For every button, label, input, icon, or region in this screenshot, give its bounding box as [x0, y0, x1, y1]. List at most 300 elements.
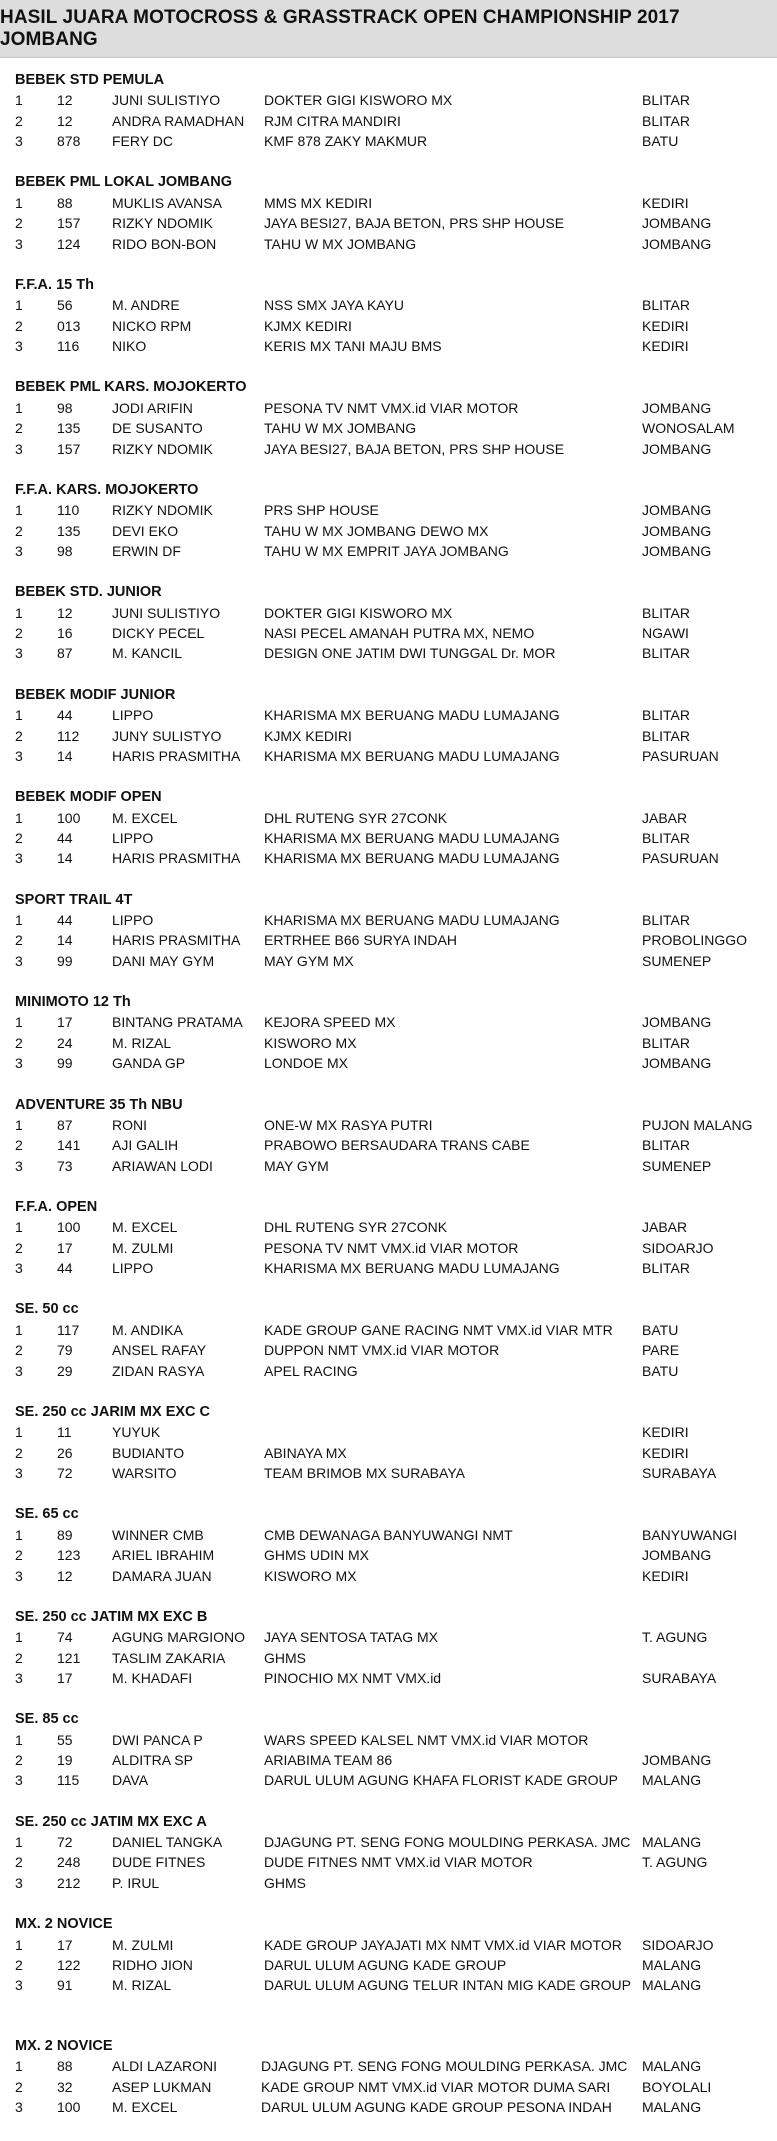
team-name: TEAM BRIMOB MX SURABAYA	[264, 1465, 465, 1482]
category-title: BEBEK MODIF OPEN	[15, 789, 162, 806]
category-title: BEBEK PML KARS. MOJOKERTO	[15, 379, 247, 396]
result-row	[15, 828, 777, 848]
category-title: SE. 50 cc	[15, 1301, 79, 1318]
rider-name: FERY DC	[112, 133, 173, 150]
rider-name: HARIS PRASMITHA	[112, 932, 241, 949]
category-title: MINIMOTO 12 Th	[15, 994, 131, 1011]
rider-city: PUJON MALANG	[642, 1116, 753, 1133]
result-position: 3	[15, 747, 23, 764]
result-position: 1	[15, 502, 23, 519]
team-name: TAHU W MX EMPRIT JAYA JOMBANG	[264, 542, 509, 559]
rider-city: SURABAYA	[642, 1465, 717, 1482]
result-row	[15, 1463, 777, 1483]
team-name: DUDE FITNES NMT VMX.id VIAR MOTOR	[264, 1854, 533, 1871]
rider-city: JOMBANG	[642, 440, 712, 457]
rider-name: M. ANDIKA	[112, 1321, 183, 1338]
rider-number: 11	[57, 1424, 72, 1441]
rider-city: SIDOARJO	[642, 1936, 714, 1953]
category-title: BEBEK PML LOKAL JOMBANG	[15, 174, 232, 191]
team-name: KHARISMA MX BERUANG MADU LUMAJANG	[264, 707, 560, 724]
rider-number: 248	[57, 1854, 81, 1871]
result-position: 1	[15, 92, 23, 109]
result-position: 2	[15, 1547, 23, 1564]
rider-number: 12	[57, 92, 73, 109]
rider-name: ARIEL IBRAHIM	[112, 1547, 215, 1564]
result-row	[15, 521, 777, 541]
result-row	[15, 131, 777, 151]
rider-number: 99	[57, 1055, 73, 1072]
result-position: 1	[15, 1116, 23, 1133]
result-position: 2	[15, 1956, 23, 1973]
rider-name: DE SUSANTO	[112, 420, 203, 437]
result-position: 2	[15, 1444, 23, 1461]
rider-name: NIKO	[112, 338, 147, 355]
rider-city: BLITAR	[642, 645, 690, 662]
rider-number: 44	[57, 912, 73, 929]
rider-name: ANDRA RAMADHAN	[112, 112, 245, 129]
rider-number: 878	[57, 133, 81, 150]
result-position: 1	[15, 912, 23, 929]
result-position: 2	[15, 317, 23, 334]
result-row	[15, 1033, 777, 1053]
rider-number: 124	[57, 235, 81, 252]
team-name: KADE GROUP JAYAJATI MX NMT VMX.id VIAR MOTOR	[264, 1936, 622, 1953]
result-position: 1	[15, 1014, 23, 1031]
result-position: 2	[15, 1137, 23, 1154]
rider-name: DAMARA JUAN	[112, 1567, 212, 1584]
rider-city: WONOSALAM	[642, 420, 735, 437]
team-name: DARUL ULUM AGUNG TELUR INTAN MIG KADE GROUP	[264, 1977, 631, 1994]
result-position: 3	[15, 235, 23, 252]
result-row	[15, 90, 777, 110]
result-row	[15, 1627, 777, 1647]
category-title: SE. 85 cc	[15, 1711, 79, 1728]
rider-city: JOMBANG	[642, 522, 712, 539]
rider-city: JOMBANG	[642, 1547, 712, 1564]
result-row	[15, 336, 777, 356]
result-row	[15, 111, 777, 131]
rider-name: ERWIN DF	[112, 542, 181, 559]
team-name: KJMX KEDIRI	[264, 727, 352, 744]
rider-number: 44	[57, 707, 73, 724]
page-header	[0, 0, 777, 58]
rider-city: BATU	[642, 133, 679, 150]
rider-name: M. EXCEL	[112, 1219, 178, 1236]
result-row	[15, 541, 777, 561]
page-title: HASIL JUARA MOTOCROSS & GRASSTRACK OPEN CHAMPIONSHIP 2017 JOMBANG	[0, 6, 680, 50]
result-row	[15, 1012, 777, 1032]
category-section	[15, 1402, 777, 1484]
rider-name: JUNI SULISTIYO	[112, 604, 221, 621]
team-name: WARS SPEED KALSEL NMT VMX.id VIAR MOTOR	[264, 1731, 589, 1748]
result-row	[15, 603, 777, 623]
rider-city: BATU	[642, 1362, 679, 1379]
team-name: ARIABIMA TEAM 86	[264, 1752, 393, 1769]
category-section	[15, 582, 777, 664]
rider-number: 122	[57, 1956, 81, 1973]
result-row	[15, 1443, 777, 1463]
rider-name: YUYUK	[112, 1424, 161, 1441]
rider-name: M. RIZAL	[112, 1034, 172, 1051]
team-name: DARUL ULUM AGUNG KADE GROUP PESONA INDAH	[261, 2098, 612, 2115]
result-position: 3	[15, 1055, 23, 1072]
rider-name: RIZKY NDOMIK	[112, 440, 213, 457]
rider-number: 135	[57, 420, 81, 437]
result-row	[15, 1135, 777, 1155]
category-section	[15, 1607, 777, 1689]
result-row	[15, 1566, 777, 1586]
category-title: SE. 250 cc JATIM MX EXC A	[15, 1813, 207, 1830]
team-name: DESIGN ONE JATIM DWI TUNGGAL Dr. MOR	[264, 645, 556, 662]
result-position: 1	[15, 194, 23, 211]
team-name: JAYA BESI27, BAJA BETON, PRS SHP HOUSE	[264, 215, 565, 232]
rider-number: 14	[57, 932, 73, 949]
rider-name: JUNI SULISTIYO	[112, 92, 221, 109]
rider-name: P. IRUL	[112, 1874, 160, 1891]
result-row	[15, 1975, 777, 1995]
rider-name: WINNER CMB	[112, 1526, 204, 1543]
team-name: DOKTER GIGI KISWORO MX	[264, 92, 453, 109]
rider-city: KEDIRI	[642, 317, 689, 334]
rider-name: DUDE FITNES	[112, 1854, 206, 1871]
rider-name: AGUNG MARGIONO	[112, 1629, 246, 1646]
result-position: 1	[15, 707, 23, 724]
rider-name: JODI ARIFIN	[112, 399, 193, 416]
rider-city: SUMENEP	[642, 1157, 712, 1174]
team-name: PESONA TV NMT VMX.id VIAR MOTOR	[264, 1239, 519, 1256]
rider-city: BOYOLALI	[642, 2078, 712, 2095]
rider-number: 99	[57, 952, 73, 969]
category-title: BEBEK STD PEMULA	[15, 72, 165, 88]
rider-city: JOMBANG	[642, 235, 712, 252]
result-row	[15, 439, 777, 459]
team-name: KHARISMA MX BERUANG MADU LUMAJANG	[264, 829, 560, 846]
result-position: 2	[15, 1239, 23, 1256]
result-row	[15, 418, 777, 438]
team-name: DJAGUNG PT. SENG FONG MOULDING PERKASA. JMC	[264, 1834, 631, 1851]
team-name: KHARISMA MX BERUANG MADU LUMAJANG	[264, 1260, 560, 1277]
team-name: MMS MX KEDIRI	[264, 194, 373, 211]
rider-city: JOMBANG	[642, 215, 712, 232]
category-title: MX. 2 NOVICE	[15, 1916, 113, 1933]
team-name: ONE-W MX RASYA PUTRI	[264, 1116, 433, 1133]
category-section	[15, 2036, 777, 2118]
rider-name: DANIEL TANGKA	[112, 1834, 223, 1851]
result-row	[15, 1648, 777, 1668]
result-row	[15, 1873, 777, 1893]
rider-name: RONI	[112, 1116, 147, 1133]
result-row	[15, 1361, 777, 1381]
rider-city: BLITAR	[642, 92, 690, 109]
result-row	[15, 1320, 777, 1340]
result-position: 2	[15, 420, 23, 437]
category-title: F.F.A. OPEN	[15, 1198, 98, 1215]
rider-name: M. EXCEL	[112, 809, 178, 826]
rider-name: DWI PANCA P	[112, 1731, 203, 1748]
result-position: 3	[15, 1567, 23, 1584]
rider-city: KEDIRI	[642, 1567, 689, 1584]
team-name: TAHU W MX JOMBANG	[264, 420, 417, 437]
rider-name: ARIAWAN LODI	[112, 1157, 213, 1174]
result-position: 3	[15, 1977, 23, 1994]
result-position: 1	[15, 1629, 23, 1646]
result-position: 1	[15, 2058, 23, 2075]
result-row	[15, 808, 777, 828]
result-position: 3	[15, 2098, 23, 2115]
rider-city: JOMBANG	[642, 1752, 712, 1769]
result-position: 1	[15, 1424, 23, 1441]
team-name: PRS SHP HOUSE	[264, 502, 379, 519]
category-section	[15, 1299, 777, 1381]
rider-city: JABAR	[642, 1219, 688, 1236]
category-title: BEBEK STD. JUNIOR	[15, 584, 162, 601]
result-position: 3	[15, 542, 23, 559]
rider-number: 14	[57, 747, 73, 764]
result-position: 2	[15, 1649, 23, 1666]
rider-number: 112	[57, 727, 80, 744]
rider-number: 88	[57, 194, 73, 211]
category-title: SPORT TRAIL 4T	[15, 891, 133, 908]
rider-number: 19	[57, 1752, 73, 1769]
result-position: 2	[15, 932, 23, 949]
team-name: GHMS	[264, 1649, 306, 1666]
category-section	[15, 1197, 777, 1279]
rider-city: JOMBANG	[642, 502, 712, 519]
team-name: APEL RACING	[264, 1362, 358, 1379]
result-row	[15, 643, 777, 663]
team-name: PRABOWO BERSAUDARA TRANS CABE	[264, 1137, 530, 1154]
category-section	[15, 1709, 777, 1791]
rider-name: DICKY PECEL	[112, 625, 205, 642]
result-position: 3	[15, 1669, 23, 1686]
team-name: ERTRHEE B66 SURYA INDAH	[264, 932, 457, 949]
category-title: ADVENTURE 35 Th NBU	[15, 1096, 183, 1113]
category-section	[15, 172, 777, 254]
rider-number: 17	[57, 1239, 73, 1256]
result-position: 2	[15, 625, 23, 642]
category-title: MX. 2 NOVICE	[15, 2037, 113, 2054]
result-position: 2	[15, 829, 23, 846]
rider-number: 88	[57, 2058, 73, 2075]
team-name: JAYA SENTOSA TATAG MX	[264, 1629, 439, 1646]
result-row	[15, 1053, 777, 1073]
category-title: SE. 250 cc JARIM MX EXC C	[15, 1403, 211, 1420]
category-section	[15, 1914, 777, 1996]
team-name: NSS SMX JAYA KAYU	[264, 297, 405, 314]
rider-name: AJI GALIH	[112, 1137, 179, 1154]
rider-city: BLITAR	[642, 1137, 690, 1154]
result-position: 1	[15, 604, 23, 621]
rider-city: PASURUAN	[642, 747, 719, 764]
rider-number: 117	[57, 1321, 80, 1338]
rider-number: 17	[57, 1936, 73, 1953]
category-title: F.F.A. KARS. MOJOKERTO	[15, 481, 199, 498]
rider-number: 72	[57, 1834, 73, 1851]
rider-number: 32	[57, 2078, 73, 2095]
result-row	[15, 705, 777, 725]
rider-number: 72	[57, 1465, 73, 1482]
result-position: 1	[15, 1526, 23, 1543]
rider-name: GANDA GP	[112, 1055, 186, 1072]
rider-city: JABAR	[642, 809, 688, 826]
team-name: KHARISMA MX BERUANG MADU LUMAJANG	[264, 912, 560, 929]
rider-name: ALDITRA SP	[112, 1752, 193, 1769]
rider-number: 157	[57, 440, 81, 457]
rider-name: HARIS PRASMITHA	[112, 747, 241, 764]
result-position: 2	[15, 727, 23, 744]
rider-city: BLITAR	[642, 707, 690, 724]
rider-number: 16	[57, 625, 73, 642]
rider-number: 73	[57, 1157, 73, 1174]
result-row	[15, 1115, 777, 1135]
rider-city: JOMBANG	[642, 542, 712, 559]
result-row	[15, 1238, 777, 1258]
rider-name: WARSITO	[112, 1465, 177, 1482]
team-name: GHMS	[264, 1874, 306, 1891]
team-name: PINOCHIO MX NMT VMX.id	[264, 1669, 442, 1686]
rider-number: 17	[57, 1669, 73, 1686]
result-row	[15, 295, 777, 315]
rider-number: 100	[57, 1219, 81, 1236]
result-position: 3	[15, 1772, 23, 1789]
team-name: JAYA BESI27, BAJA BETON, PRS SHP HOUSE	[264, 440, 565, 457]
rider-city: BLITAR	[642, 297, 690, 314]
result-row	[15, 1770, 777, 1790]
rider-number: 87	[57, 645, 73, 662]
rider-number: 123	[57, 1547, 81, 1564]
team-name: GHMS UDIN MX	[264, 1547, 369, 1564]
rider-number: 24	[57, 1034, 73, 1051]
rider-name: ZIDAN RASYA	[112, 1362, 205, 1379]
rider-city: SIDOARJO	[642, 1239, 714, 1256]
results-list	[0, 58, 777, 2117]
rider-name: M. KHADAFI	[112, 1669, 193, 1686]
result-row	[15, 398, 777, 418]
team-name: LONDOE MX	[264, 1055, 349, 1072]
rider-number: 98	[57, 542, 73, 559]
result-position: 3	[15, 440, 23, 457]
result-position: 2	[15, 522, 23, 539]
rider-name: M. ZULMI	[112, 1239, 174, 1256]
result-row	[15, 951, 777, 971]
rider-city: JOMBANG	[642, 399, 712, 416]
team-name: KERIS MX TANI MAJU BMS	[264, 338, 442, 355]
team-name: RJM CITRA MANDIRI	[264, 112, 401, 129]
team-name: TAHU W MX JOMBANG	[264, 235, 417, 252]
result-row	[15, 930, 777, 950]
result-position: 2	[15, 1342, 23, 1359]
rider-number: 100	[57, 2098, 81, 2115]
team-name: KISWORO MX	[264, 1567, 357, 1584]
team-name: PESONA TV NMT VMX.id VIAR MOTOR	[264, 399, 519, 416]
rider-name: LIPPO	[112, 829, 154, 846]
team-name: DHL RUTENG SYR 27CONK	[264, 809, 448, 826]
result-position: 3	[15, 1157, 23, 1174]
rider-city: PASURUAN	[642, 850, 719, 867]
result-row	[15, 746, 777, 766]
rider-city: SUMENEP	[642, 952, 712, 969]
rider-city: KEDIRI	[642, 1424, 689, 1441]
result-row	[15, 1668, 777, 1688]
team-name: MAY GYM MX	[264, 952, 354, 969]
rider-number: 26	[57, 1444, 73, 1461]
rider-number: 74	[57, 1629, 73, 1646]
rider-number: 44	[57, 1260, 73, 1277]
result-position: 3	[15, 1465, 23, 1482]
result-row	[15, 1340, 777, 1360]
rider-city: BLITAR	[642, 112, 690, 129]
team-name: DHL RUTENG SYR 27CONK	[264, 1219, 448, 1236]
category-section	[15, 70, 777, 152]
rider-number: 91	[57, 1977, 73, 1994]
rider-number: 79	[57, 1342, 73, 1359]
rider-number: 135	[57, 522, 81, 539]
rider-number: 29	[57, 1362, 73, 1379]
category-section	[15, 787, 777, 869]
rider-name: MUKLIS AVANSA	[112, 194, 222, 211]
rider-city: BLITAR	[642, 829, 690, 846]
rider-name: ALDI LAZARONI	[112, 2058, 218, 2075]
result-row	[15, 1750, 777, 1770]
rider-name: RIZKY NDOMIK	[112, 215, 213, 232]
rider-number: 157	[57, 215, 81, 232]
result-position: 1	[15, 1731, 23, 1748]
result-row	[15, 2077, 777, 2097]
rider-city: BLITAR	[642, 1260, 690, 1277]
rider-city: JOMBANG	[642, 1014, 712, 1031]
team-name: KMF 878 ZAKY MAKMUR	[264, 133, 428, 150]
rider-number: 98	[57, 399, 73, 416]
rider-number: 141	[57, 1137, 81, 1154]
team-name: KHARISMA MX BERUANG MADU LUMAJANG	[264, 747, 560, 764]
rider-number: 212	[57, 1874, 81, 1891]
result-position: 3	[15, 1362, 23, 1379]
category-section	[15, 480, 777, 562]
team-name: DARUL ULUM AGUNG KADE GROUP	[264, 1956, 507, 1973]
result-position: 3	[15, 338, 23, 355]
result-row	[15, 1832, 777, 1852]
rider-name: BUDIANTO	[112, 1444, 185, 1461]
result-position: 3	[15, 952, 23, 969]
category-section	[15, 1504, 777, 1586]
rider-name: LIPPO	[112, 1260, 154, 1277]
result-row	[15, 234, 777, 254]
team-name: CMB DEWANAGA BANYUWANGI NMT	[264, 1526, 513, 1543]
result-position: 2	[15, 215, 23, 232]
rider-name: RIDO BON-BON	[112, 235, 217, 252]
result-position: 1	[15, 1936, 23, 1953]
result-row	[15, 2056, 777, 2076]
result-row	[15, 623, 777, 643]
team-name: ABINAYA MX	[264, 1444, 347, 1461]
rider-city: KEDIRI	[642, 194, 689, 211]
result-row	[15, 1156, 777, 1176]
team-name: KHARISMA MX BERUANG MADU LUMAJANG	[264, 850, 560, 867]
rider-city: PARE	[642, 1342, 680, 1359]
team-name: KISWORO MX	[264, 1034, 357, 1051]
rider-name: BINTANG PRATAMA	[112, 1014, 243, 1031]
rider-name: JUNY SULISTYO	[112, 727, 222, 744]
result-row	[15, 213, 777, 233]
rider-number: 013	[57, 317, 81, 334]
result-position: 1	[15, 399, 23, 416]
result-row	[15, 910, 777, 930]
result-row	[15, 1935, 777, 1955]
rider-name: ANSEL RAFAY	[112, 1342, 207, 1359]
rider-city: MALANG	[642, 1834, 702, 1851]
result-position: 3	[15, 1260, 23, 1277]
team-name: TAHU W MX JOMBANG DEWO MX	[264, 522, 489, 539]
